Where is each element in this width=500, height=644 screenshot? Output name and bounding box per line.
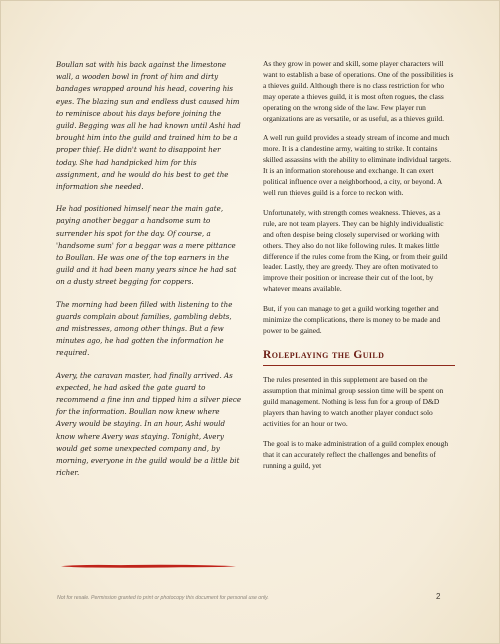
narrative-column — [56, 59, 242, 490]
narrative-paragraph: The morning had been filled with listening to the guards complain about families, gambling debts, and mistresses, among other things. But a few minutes ago, he had gotten the information he required. — [56, 299, 233, 358]
body-paragraph: As they grow in power and skill, some player characters will want to establish a base of operations. One of the possibilities is a thieves guild. Although there is no class restriction for who may operate a thieves guild, it is most often rogues, the class operating on the wrong side of the law. Few player run organizations are as versatile, or as useful, as a thieves guild. — [263, 59, 454, 123]
heading-underline — [263, 365, 455, 367]
page-number: 2 — [436, 592, 441, 601]
body-paragraph: But, if you can manage to get a guild working together and minimize the complications, there is money to be made and power to be gained. — [263, 304, 441, 335]
narrative-paragraph: He had positioned himself near the main gate, paying another beggar a handsome sum to surrender his spot for the day. Of course, a 'handsome sum' for a beggar was a mere pittance to Boullan. He was one of the top earners in the guild and it had been many years since he had sat on a dusty street begging for coppers. — [56, 204, 237, 287]
body-paragraph: A well run guild provides a steady stream of income and much more. It is a clandestine army, waiting to strike. It contains skilled assassins with the ability to eliminate individual targets. It is an information storehouse and exchange. It can exert political influence over a neighborhood, a city, or beyond. A well run thieves guild is a force to reckon with. — [263, 133, 452, 197]
rules-column — [263, 59, 455, 481]
brush-stroke-divider — [61, 562, 236, 570]
narrative-paragraph: Avery, the caravan master, had finally arrived. As expected, he had asked the gate guard to recommend a fine inn and tipped him a silver piece for the information. Boullan now knew where Avery would be staying. In an hour, Ashi would know where Avery was staying. Tonight, Avery would get some unexpected company and, by morning, everyone in the guild would be a little bit richer. — [56, 370, 242, 478]
body-paragraph: The goal is to make administration of a guild complex enough that it can accurately reflect the challenges and benefits of running a guild, yet — [263, 438, 449, 470]
footer-legal-note: Not for resale. Permission granted to print or photocopy this document for personal use only. — [57, 595, 269, 601]
body-paragraph: The rules presented in this supplement are based on the assumption that minimal group session time will be spent on guild management. Nothing is less fun for a group of D&D players than having to watch another player conduct solo activities for an hour or two. — [263, 375, 444, 428]
section-heading: Roleplaying the Guild — [263, 348, 385, 361]
body-paragraph: Unfortunately, with strength comes weakness. Thieves, as a rule, are not team players. They can be highly individualistic and often despise being closely supervised or working with others. They also do not like following rules. It makes little difference if the rules come from the King, or from their guild leader. Lastly, they are greedy. They are often motivated to improve their position or increase their cut of the loot, by whatever means available. — [263, 207, 448, 294]
narrative-paragraph: Boullan sat with his back against the limestone wall, a wooden bowl in front of him and dirty bandages wrapped around his head, covering his eyes. The blazing sun and endless dust caused him to reminisce about his days before joining the guild. Begging was all he had known until Ashi had brought him into the guild and trained him to be a proper thief. He didn't want to disappoint her today. She had handpicked him for this assignment, and he would do his best to get the information she needed. — [56, 60, 241, 192]
